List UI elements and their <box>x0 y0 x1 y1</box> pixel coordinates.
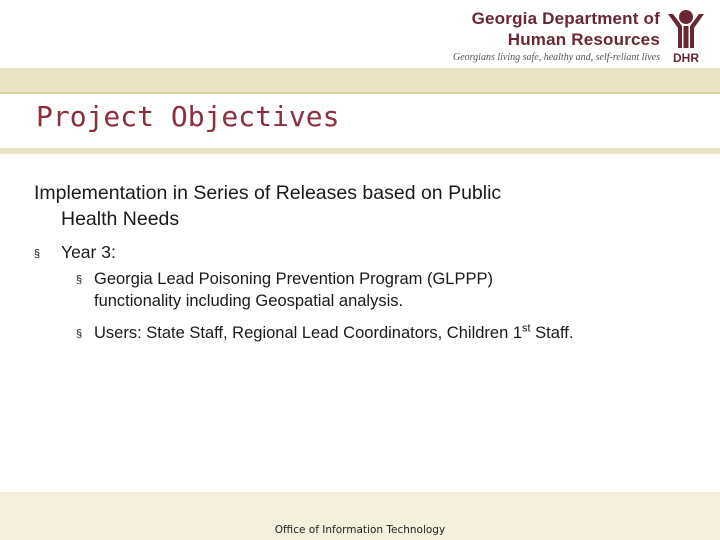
users-text-sup: st <box>522 322 531 335</box>
glppp-line2: functionality including Geospatial analysis. <box>94 292 404 310</box>
list-item-glppp <box>76 268 686 312</box>
footer-text: Office of Information Technology <box>274 524 446 536</box>
org-name-line2: Human Resources <box>507 30 660 49</box>
users-text <box>76 322 686 344</box>
year-label: Year 3: <box>61 242 116 262</box>
users-text-post: Staff. <box>530 324 574 342</box>
org-tagline: Georgians living safe, healthy and, self-reliant lives <box>452 52 660 63</box>
bullet-icon: § <box>76 274 83 286</box>
top-band <box>0 68 720 94</box>
main-heading-line2: Health Needs <box>61 208 180 230</box>
main-heading <box>34 180 654 232</box>
list-item-year <box>34 240 116 264</box>
title-underline-band <box>0 148 720 154</box>
bullet-icon: § <box>76 328 83 340</box>
dhr-logo-icon <box>664 8 708 64</box>
glppp-line1: Georgia Lead Poisoning Prevention Program (GLPPP) <box>94 270 493 288</box>
slide-title: Project Objectives <box>36 100 340 133</box>
header <box>0 0 720 68</box>
main-heading-line1: Implementation in Series of Releases based on Public <box>34 182 502 204</box>
org-branding <box>453 8 660 63</box>
bullet-icon: § <box>34 248 41 260</box>
users-text-pre: Users: State Staff, Regional Lead Coordinators, Children 1 <box>94 324 523 342</box>
logo-text: DHR <box>673 51 699 64</box>
org-name-line1: Georgia Department of <box>471 9 660 28</box>
list-item-users <box>76 322 686 344</box>
